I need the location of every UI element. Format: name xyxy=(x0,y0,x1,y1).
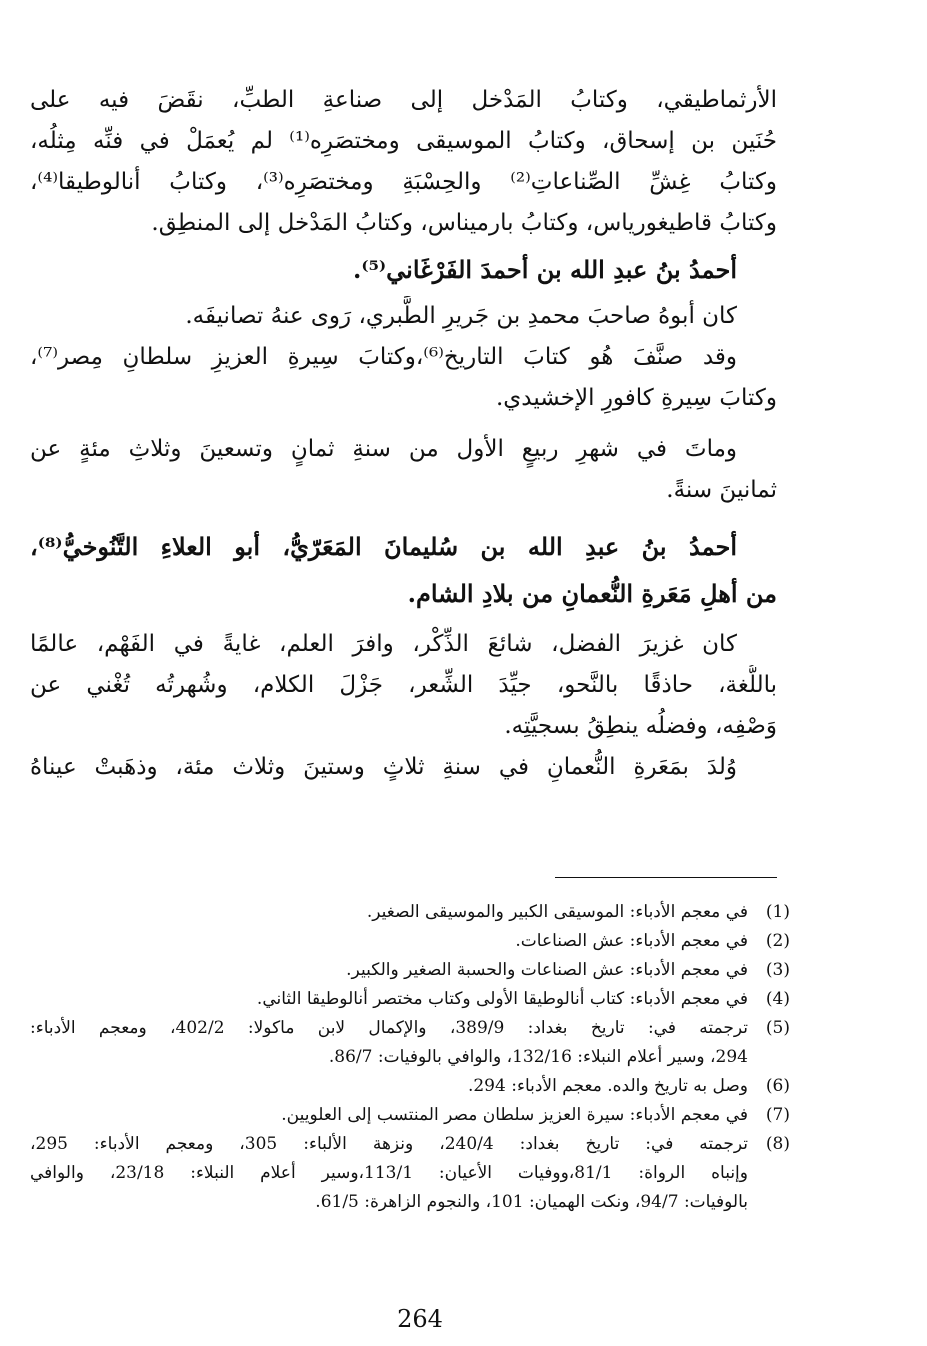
footnote-number: (4) xyxy=(765,989,790,1009)
footnote-text: في معجم الأدباء: سيرة العزيز سلطان مصر المنتسب إلى العلويين. xyxy=(281,1105,748,1125)
footnote xyxy=(30,927,790,956)
footnotes xyxy=(30,898,790,1217)
footnote-number: (3) xyxy=(765,960,790,980)
body-line: الأرثماطيقي، وكتابُ المَدْخل إلى صناعةِ الطبِّ، نقَضَ فيه على xyxy=(30,87,777,113)
body-line: وماتَ في شهرِ ربيعٍ الأول من سنةِ ثمانٍ وتسعينَ وثلاثِ مئةٍ عن xyxy=(30,436,737,462)
footnote-text: ترجمته في: تاريخ بغداد: 240/4، ونزهة الألباء: 305، ومعجم الأدباء: 295، xyxy=(30,1134,748,1154)
body-line: وكتابَ سِيرةِ كافورِ الإخشيدي. xyxy=(495,385,777,411)
footnote-text: وصل به تاريخ والده. معجم الأدباء: 294. xyxy=(467,1076,748,1096)
footnote-number: (7) xyxy=(765,1105,790,1125)
page-number: 264 xyxy=(397,1305,443,1333)
footnote-number: (8) xyxy=(765,1134,790,1154)
body-line: كان غزيرَ الفضل، شائعَ الذِّكْر، وافرَ العلم، غايةً في الفَهْم، عالمًا xyxy=(30,631,737,657)
footnote-text: ترجمته في: تاريخ بغداد: 389/9، والإكمال لابن ماكولا: 402/2، ومعجم الأدباء: xyxy=(30,1018,748,1038)
entry-heading: أحمدُ بنُ عبدِ الله بن سُليمانَ المَعَرّيُّ، أبو العلاءِ التَّنُوخيُّ⁽⁸⁾، xyxy=(30,532,737,561)
body-line: حُنَين بن إسحاق، وكتابُ الموسيقى ومختصَرِه⁽¹⁾ لم يُعمَلْ في فنِّه مِثلُه، xyxy=(30,128,777,154)
entry-heading-cont: من أهلِ مَعَرةِ النُّعمانِ من بلادِ الشام. xyxy=(407,579,777,608)
entry-heading: أحمدُ بنُ عبدِ الله بن أحمدَ الفَرْغَاني⁽⁵⁾. xyxy=(352,255,737,284)
body-line: وكتابُ غِشِّ الصِّناعاتِ⁽²⁾ والحِسْبَةِ ومختصَرِه⁽³⁾، وكتابُ أنالوطيقا⁽⁴⁾، xyxy=(30,169,777,195)
footnote-text: بالوفيات: 94/7، ونكت الهميان: 101، والنجوم الزاهرة: 61/5. xyxy=(315,1192,748,1212)
body-line: وُلدَ بمَعَرةِ النُّعمانِ في سنةِ ثلاثٍ وستينَ وثلاث مئة، وذهَبتْ عيناهُ xyxy=(30,754,737,780)
footnote xyxy=(30,1130,790,1217)
footnote xyxy=(30,1072,790,1101)
body-line: باللُّغة، حاذقًا بالنَّحو، جيِّدَ الشِّعر، جَزْلَ الكلام، وشُهرتُه تُغْني عن xyxy=(30,672,777,698)
footnote-text: في معجم الأدباء: كتاب أنالوطيقا الأولى وكتاب مختصر أنالوطيقا الثاني. xyxy=(256,989,748,1009)
footnote-number: (1) xyxy=(765,902,790,922)
footnote-text: 294، وسير أعلام النبلاء: 132/16، والوافي بالوفيات: 86/7. xyxy=(328,1047,748,1067)
main-text xyxy=(30,80,777,788)
footnote-text: في معجم الأدباء: الموسيقى الكبير والموسيقى الصغير. xyxy=(366,902,748,922)
footnote xyxy=(30,898,790,927)
footnote-text: في معجم الأدباء: عش الصناعات والحسبة الصغير والكبير. xyxy=(346,960,748,980)
footnote-text: وإنباه الرواة: 81/1،ووفيات الأعيان: 113/1،وسير أعلام النبلاء: 23/18، والوافي xyxy=(30,1163,748,1183)
footnote-number: (2) xyxy=(765,931,790,951)
footnote-number: (5) xyxy=(765,1018,790,1038)
footnote-number: (6) xyxy=(765,1076,790,1096)
body-line: وقد صنَّفَ هُو كتابَ التاريخ⁽⁶⁾،وكتابَ سِيرةِ العزيزِ سلطانِ مِصر⁽⁷⁾، xyxy=(30,344,737,370)
body-line: ثمانينَ سنةً. xyxy=(666,477,777,503)
footnote xyxy=(30,985,790,1014)
footnote-separator xyxy=(555,877,777,878)
body-line: كان أبوهُ صاحبَ محمدِ بن جَريرِ الطَّبري، رَوى عنهُ تصانيفَه. xyxy=(185,303,737,329)
footnote xyxy=(30,1101,790,1130)
body-line: وَصْفِه، وفضلُه ينطِقُ بسجيَّتِه. xyxy=(504,713,777,739)
footnote-text: في معجم الأدباء: عش الصناعات. xyxy=(515,931,748,951)
footnote xyxy=(30,1014,790,1072)
footnote xyxy=(30,956,790,985)
body-line: وكتابُ قاطيغورياس، وكتابُ بارميناس، وكتابُ المَدْخل إلى المنطِق. xyxy=(151,210,777,236)
